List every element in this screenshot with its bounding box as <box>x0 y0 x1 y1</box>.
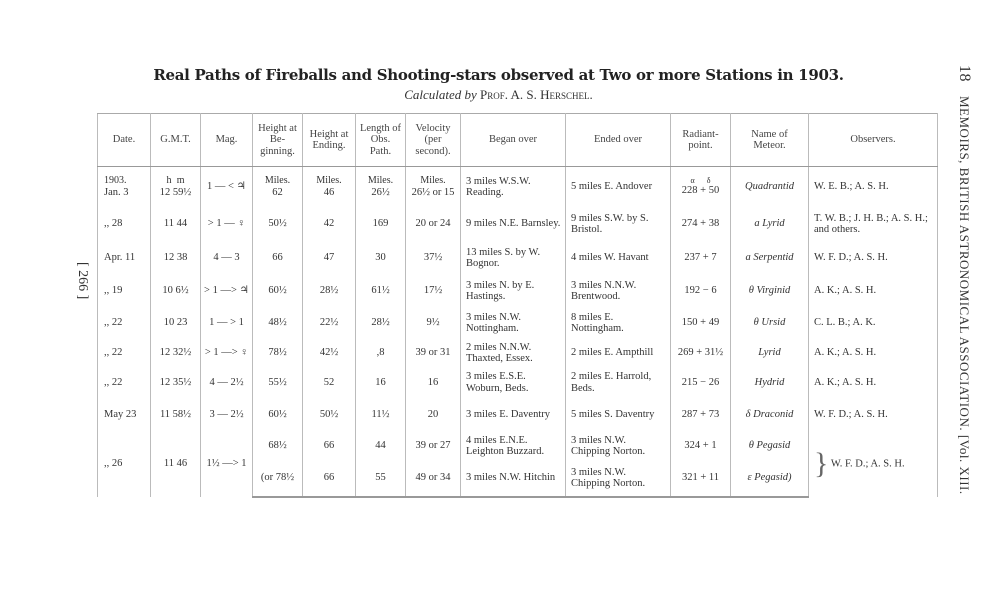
meteor-name-cell <box>731 432 809 461</box>
date-cell <box>98 308 151 339</box>
velocity-cell-text: 26½ or 15 <box>411 186 455 198</box>
observers-cell <box>809 339 938 368</box>
velocity-cell-text: 16 <box>427 376 439 388</box>
began-over-cell <box>461 275 566 308</box>
height-end-cell-text: 66 <box>323 440 335 452</box>
radiant-cell <box>671 398 731 432</box>
gmt-cell <box>151 368 201 398</box>
date-cell <box>98 207 151 242</box>
velocity-cell <box>406 308 461 339</box>
delta-label: δ <box>706 176 711 186</box>
ended-over-cell-text: 3 miles N.N.W. Brentwood. <box>571 279 637 302</box>
height-begin-cell <box>253 398 303 432</box>
observers-cell-text: A. K.; A. S. H. <box>814 285 877 297</box>
date-cell-text: ,, 28 <box>104 218 123 230</box>
path-length-cell-text: 55 <box>375 472 386 484</box>
magnitude-cell-text: 3 — 2½ <box>209 408 244 420</box>
magnitude-cell <box>201 339 253 368</box>
radiant-cell <box>671 339 731 368</box>
date-cell <box>98 242 151 275</box>
velocity-cell <box>406 461 461 497</box>
magnitude-cell-text: 4 — 3 <box>213 252 240 264</box>
observers-cell-text: W. F. D.; A. S. H. <box>830 458 905 470</box>
began-over-cell <box>461 207 566 242</box>
velocity-cell-text: 17½ <box>423 285 443 297</box>
alpha-delta-labels <box>674 177 727 185</box>
date-cell <box>98 398 151 432</box>
gmt-cell-text: 10 6½ <box>162 285 189 297</box>
path-length-cell <box>356 368 406 398</box>
fireball-table <box>97 113 938 498</box>
began-over-cell-text: 3 miles N.W. Nottingham. <box>466 311 522 334</box>
page-subtitle <box>0 87 997 103</box>
ended-over-cell-text: 3 miles N.W. Chipping Norton. <box>571 434 646 457</box>
velocity-cell <box>406 368 461 398</box>
meteor-name-cell <box>731 207 809 242</box>
gmt-cell-text: 12 32½ <box>159 347 192 359</box>
height-end-cell <box>303 368 356 398</box>
table-row <box>98 398 938 432</box>
magnitude-cell <box>201 242 253 275</box>
height-end-cell-text: 50½ <box>319 408 339 420</box>
page-number-bracketed: [ 266 ] <box>75 262 90 300</box>
subtitle-prefix: Calculated by <box>404 87 477 102</box>
gmt-cell <box>151 207 201 242</box>
began-over-cell-text: 9 miles N.E. Barnsley. <box>466 218 561 230</box>
height-end-cell <box>303 167 356 207</box>
height-begin-cell-text: 62 <box>272 186 283 198</box>
velocity-cell <box>406 207 461 242</box>
began-over-cell-text: 3 miles N.W. Hitchin <box>466 472 556 484</box>
column-header: Velocity (per second). <box>406 114 461 167</box>
height-begin-cell <box>253 368 303 398</box>
height-begin-cell <box>253 207 303 242</box>
ended-over-cell-text: 2 miles E. Harrold, Beds. <box>571 371 652 394</box>
began-over-cell-text: 3 miles N. by E. Hastings. <box>466 279 535 302</box>
meteor-name-cell-text: θ Ursid <box>753 317 786 329</box>
height-end-cell-text: 22½ <box>319 317 339 329</box>
height-end-cell <box>303 275 356 308</box>
ended-over-cell <box>566 167 671 207</box>
meteor-name-cell-text: Lyrid <box>758 347 781 359</box>
ended-over-cell-text: 8 miles E. Nottingham. <box>571 311 624 334</box>
velocity-cell-text: 39 or 31 <box>415 347 451 359</box>
radiant-cell <box>671 308 731 339</box>
height-begin-cell <box>253 275 303 308</box>
began-over-cell-text: 3 miles W.S.W. Reading. <box>466 175 531 198</box>
radiant-cell <box>671 242 731 275</box>
radiant-cell <box>671 368 731 398</box>
date-cell-text: ,, 26 <box>104 458 123 470</box>
header-row <box>98 114 938 167</box>
date-cell-text: Jan. 3 <box>104 186 129 198</box>
meteor-name-cell <box>731 398 809 432</box>
gmt-cell-text: 10 23 <box>163 317 188 329</box>
path-length-cell-text: 61½ <box>371 285 390 297</box>
velocity-cell-text: 39 or 27 <box>415 440 451 452</box>
page-number: 18 <box>956 65 973 82</box>
height-begin-cell-text: 55½ <box>268 376 287 388</box>
meteor-name-cell <box>731 339 809 368</box>
radiant-cell-text: 269 + 31½ <box>677 347 724 359</box>
meteor-name-cell <box>731 275 809 308</box>
velocity-cell <box>406 167 461 207</box>
began-over-cell <box>461 461 566 497</box>
magnitude-cell-text: > 1 —> ♃ <box>204 285 249 297</box>
began-over-cell-text: 4 miles E.N.E. Leighton Buzzard. <box>466 434 545 457</box>
path-length-cell <box>356 275 406 308</box>
height-end-cell-text: 46 <box>323 186 335 198</box>
date-cell <box>98 167 151 207</box>
table-row <box>98 207 938 242</box>
magnitude-cell-text: > 1 —> ♀ <box>204 347 249 359</box>
table-row <box>98 275 938 308</box>
path-length-cell <box>356 432 406 461</box>
height-begin-cell <box>253 339 303 368</box>
gmt-cell-text: 12 35½ <box>159 376 192 388</box>
radiant-cell <box>671 432 731 461</box>
date-cell-text: ,, 22 <box>104 347 123 359</box>
magnitude-cell-text: 4 — 2½ <box>209 376 244 388</box>
height-end-cell <box>303 398 356 432</box>
column-header: Date. <box>98 114 151 167</box>
date-cell <box>98 339 151 368</box>
path-length-cell <box>356 308 406 339</box>
gmt-cell <box>151 275 201 308</box>
column-header: Name of Meteor. <box>731 114 809 167</box>
gmt-cell <box>151 398 201 432</box>
unit-label: Miles. <box>367 175 394 187</box>
observers-cell-text: A. K.; A. S. H. <box>814 376 877 388</box>
ended-over-cell <box>566 432 671 461</box>
meteor-name-cell-text: θ Virginid <box>748 285 791 297</box>
path-length-cell <box>356 242 406 275</box>
column-header: G.M.T. <box>151 114 201 167</box>
table-row <box>98 167 938 207</box>
height-begin-cell <box>253 461 303 497</box>
year-label: 1903. <box>104 175 127 187</box>
ended-over-cell <box>566 207 671 242</box>
ended-over-cell-text: 5 miles S. Daventry <box>571 408 655 420</box>
magnitude-cell-text: > 1 — ♀ <box>207 218 246 230</box>
height-begin-cell <box>253 308 303 339</box>
radiant-cell <box>671 461 731 497</box>
height-end-cell <box>303 308 356 339</box>
began-over-cell-text: 2 miles N.N.W. Thaxted, Essex. <box>466 341 533 364</box>
observers-cell-text: C. L. B.; A. K. <box>814 317 876 329</box>
height-end-cell-text: 42½ <box>319 347 339 359</box>
began-over-cell <box>461 167 566 207</box>
radiant-cell-text: 287 + 73 <box>681 408 720 420</box>
unit-label: Miles. <box>264 175 291 187</box>
unit-label: Miles. <box>316 175 342 187</box>
gmt-cell <box>151 432 201 497</box>
radiant-cell <box>671 275 731 308</box>
minute-label: m <box>176 175 185 187</box>
column-header: Began over <box>461 114 566 167</box>
height-end-cell <box>303 461 356 497</box>
meteor-name-cell <box>731 242 809 275</box>
radiant-cell-text: 150 + 49 <box>681 317 720 329</box>
began-over-cell <box>461 242 566 275</box>
column-header: Height at Be-ginning. <box>253 114 303 167</box>
gmt-cell <box>151 339 201 368</box>
gmt-cell-text: 12 38 <box>163 252 188 264</box>
height-end-cell <box>303 339 356 368</box>
magnitude-cell-text: 1 — > 1 <box>209 317 244 329</box>
brace: } <box>814 447 829 480</box>
column-header: Length of Obs. Path. <box>356 114 406 167</box>
meteor-name-cell-text: θ Pegasid <box>748 440 791 452</box>
meteor-name-cell <box>731 308 809 339</box>
meteor-name-cell-text: Quadrantid <box>744 181 794 193</box>
ended-over-cell-text: 4 miles W. Havant <box>571 252 649 264</box>
velocity-cell <box>406 242 461 275</box>
observers-cell <box>809 398 938 432</box>
date-cell-text: Apr. 11 <box>104 252 136 264</box>
height-begin-cell-text: 60½ <box>268 285 287 297</box>
began-over-cell-text: 13 miles S. by W. Bognor. <box>466 246 541 269</box>
date-cell-text: ,, 22 <box>104 317 123 329</box>
velocity-cell <box>406 432 461 461</box>
radiant-cell-text: 228 + 50 <box>681 185 720 197</box>
path-length-cell <box>356 398 406 432</box>
height-begin-cell-text: (or 78½ <box>260 472 295 484</box>
path-length-cell <box>356 207 406 242</box>
radiant-cell <box>671 207 731 242</box>
observers-cell <box>809 275 938 308</box>
height-end-cell-text: 52 <box>323 376 335 388</box>
height-end-cell-text: 28½ <box>319 285 339 297</box>
date-cell-text: ,, 22 <box>104 376 123 388</box>
ended-over-cell <box>566 308 671 339</box>
column-header: Observers. <box>809 114 938 167</box>
table-row <box>98 368 938 398</box>
meteor-name-cell-text: ε Pegasid) <box>747 472 792 484</box>
began-over-cell <box>461 432 566 461</box>
height-end-cell-text: 42 <box>323 218 335 230</box>
column-header: Radiant-point. <box>671 114 731 167</box>
height-begin-cell-text: 48½ <box>268 317 287 329</box>
magnitude-cell-text: 1½ —> 1 <box>206 458 247 470</box>
meteor-name-cell-text: a Lyrid <box>754 218 785 230</box>
observers-cell-text: W. F. D.; A. S. H. <box>814 252 888 264</box>
radiant-cell-text: 192 − 6 <box>684 285 717 297</box>
velocity-cell-text: 49 or 34 <box>415 472 451 484</box>
radiant-cell-text: 215 − 26 <box>681 376 720 388</box>
radiant-cell-text: 321 + 11 <box>681 472 720 484</box>
observers-cell-text: T. W. B.; J. H. B.; A. S. H.; and others. <box>814 212 928 235</box>
meteor-name-cell <box>731 167 809 207</box>
height-begin-cell <box>253 242 303 275</box>
gmt-cell-text: 11 46 <box>163 458 188 470</box>
height-begin-cell <box>253 167 303 207</box>
observers-cell-text: A. K.; A. S. H. <box>814 347 877 359</box>
began-over-cell <box>461 308 566 339</box>
observers-cell-text: W. E. B.; A. S. H. <box>814 181 889 193</box>
date-cell <box>98 275 151 308</box>
date-cell-text: ,, 19 <box>104 285 123 297</box>
ended-over-cell <box>566 461 671 497</box>
path-length-cell-text: 28½ <box>371 317 390 329</box>
radiant-cell-text: 274 + 38 <box>681 218 720 230</box>
ended-over-cell-text: 9 miles S.W. by S. Bristol. <box>571 212 649 235</box>
ended-over-cell-text: 5 miles E. Andover <box>571 181 653 193</box>
hour-label: h <box>166 175 172 187</box>
path-length-cell <box>356 339 406 368</box>
path-length-cell <box>356 167 406 207</box>
path-length-cell-text: ,8 <box>376 347 385 359</box>
magnitude-cell <box>201 275 253 308</box>
magnitude-cell <box>201 368 253 398</box>
subtitle-author: Prof. A. S. Herschel. <box>480 87 593 102</box>
gmt-cell-text: 11 58½ <box>159 408 192 420</box>
gmt-cell-text: 11 44 <box>163 218 188 230</box>
table-row <box>98 308 938 339</box>
date-cell <box>98 432 151 497</box>
began-over-cell-text: 3 miles E.S.E. Woburn, Beds. <box>466 371 529 394</box>
observers-cell <box>809 207 938 242</box>
meteor-name-cell-text: a Serpentid <box>745 252 794 264</box>
path-length-cell-text: 44 <box>375 440 386 452</box>
magnitude-cell <box>201 398 253 432</box>
page-title: Real Paths of Fireballs and Shooting-stars observed at Two or more Stations in 1903. <box>153 66 844 84</box>
velocity-cell-text: 20 or 24 <box>415 218 451 230</box>
path-length-cell-text: 26½ <box>371 186 390 198</box>
meteor-name-cell-text: Hydrid <box>754 376 785 388</box>
began-over-cell <box>461 368 566 398</box>
began-over-cell-text: 3 miles E. Daventry <box>466 408 550 420</box>
gmt-cell <box>151 242 201 275</box>
ended-over-cell-text: 3 miles N.W. Chipping Norton. <box>571 466 646 489</box>
running-head <box>955 65 973 495</box>
alpha-label: α <box>690 176 695 186</box>
height-end-cell <box>303 207 356 242</box>
magnitude-cell <box>201 167 253 207</box>
began-over-cell <box>461 398 566 432</box>
velocity-cell-text: 9½ <box>426 317 440 329</box>
running-head-text: MEMOIRS, BRITISH ASTRONOMICAL ASSOCIATION. [Vol. XIII. <box>957 96 972 495</box>
velocity-cell-text: 20 <box>427 408 439 420</box>
ended-over-cell <box>566 242 671 275</box>
column-header: Ended over <box>566 114 671 167</box>
path-length-cell-text: 169 <box>372 218 389 230</box>
observers-cell <box>809 242 938 275</box>
ended-over-cell <box>566 368 671 398</box>
velocity-cell <box>406 275 461 308</box>
date-cell <box>98 368 151 398</box>
height-begin-cell-text: 68½ <box>268 440 287 452</box>
velocity-cell <box>406 398 461 432</box>
height-begin-cell-text: 66 <box>272 252 283 264</box>
ended-over-cell <box>566 275 671 308</box>
height-end-cell <box>303 242 356 275</box>
magnitude-cell <box>201 308 253 339</box>
path-length-cell <box>356 461 406 497</box>
column-header: Height at Ending. <box>303 114 356 167</box>
height-begin-cell-text: 50½ <box>268 218 287 230</box>
height-begin-cell-text: 78½ <box>268 347 287 359</box>
ended-over-cell-text: 2 miles E. Ampthill <box>571 347 654 359</box>
began-over-cell <box>461 339 566 368</box>
height-end-cell-text: 66 <box>323 472 335 484</box>
height-end-cell-text: 47 <box>323 252 335 264</box>
ended-over-cell <box>566 398 671 432</box>
observers-cell-text: W. F. D.; A. S. H. <box>814 408 888 420</box>
radiant-cell <box>671 167 731 207</box>
observers-cell <box>809 167 938 207</box>
meteor-name-cell-text: δ Draconid <box>745 408 794 420</box>
table-row <box>98 339 938 368</box>
height-begin-cell <box>253 432 303 461</box>
date-cell-text: May 23 <box>104 408 137 420</box>
column-header: Mag. <box>201 114 253 167</box>
velocity-cell-text: 37½ <box>423 252 443 264</box>
unit-label: Miles. <box>420 175 446 187</box>
path-length-cell-text: 11½ <box>371 408 390 420</box>
observers-cell <box>809 308 938 339</box>
velocity-cell <box>406 339 461 368</box>
table-row <box>98 242 938 275</box>
magnitude-cell-text: 1 — < ♃ <box>207 181 246 193</box>
path-length-cell-text: 16 <box>375 376 386 388</box>
meteor-name-cell <box>731 368 809 398</box>
magnitude-cell <box>201 432 253 497</box>
radiant-cell-text: 324 + 1 <box>684 440 717 452</box>
ended-over-cell <box>566 339 671 368</box>
gmt-cell-text: 12 59½ <box>159 186 192 198</box>
height-begin-cell-text: 60½ <box>268 408 287 420</box>
table-row <box>98 432 938 461</box>
height-end-cell <box>303 432 356 461</box>
gmt-cell <box>151 167 201 207</box>
observers-cell <box>809 432 938 497</box>
path-length-cell-text: 30 <box>375 252 386 264</box>
observers-cell <box>809 368 938 398</box>
magnitude-cell <box>201 207 253 242</box>
gmt-cell <box>151 308 201 339</box>
meteor-name-cell <box>731 461 809 497</box>
radiant-cell-text: 237 + 7 <box>684 252 717 264</box>
